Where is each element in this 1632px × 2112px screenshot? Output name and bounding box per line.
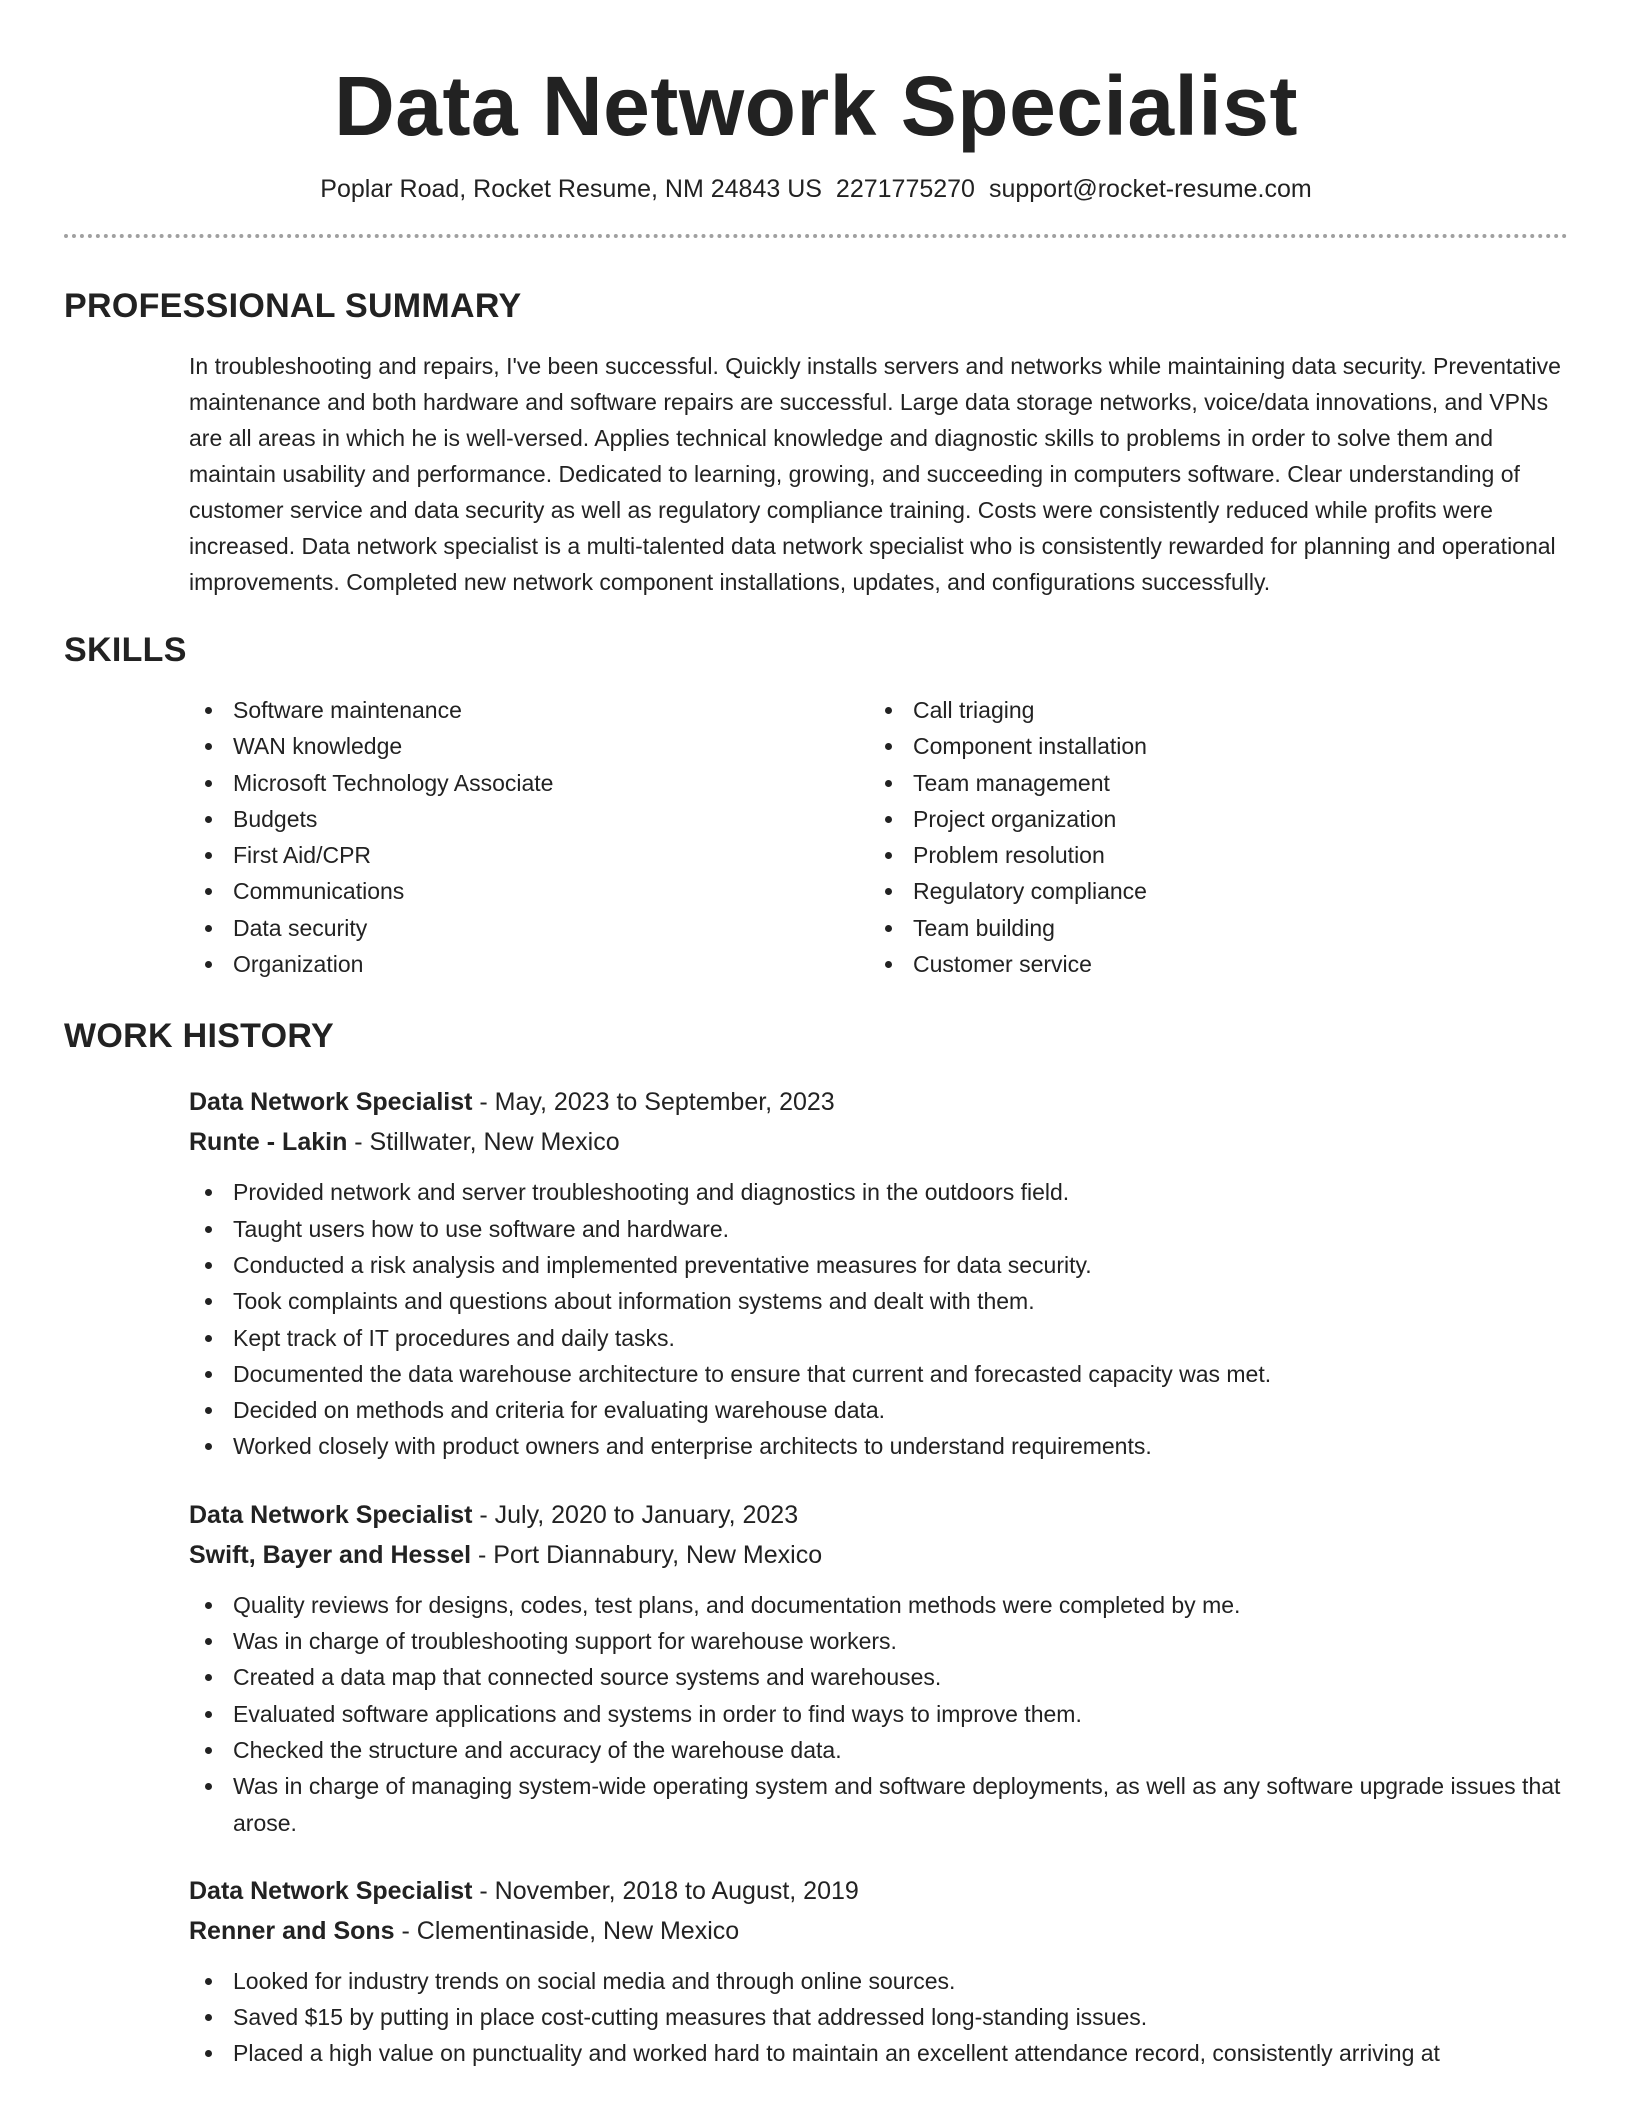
- job-company-line: [189, 1122, 1568, 1162]
- skill-item: Team building: [869, 910, 1549, 946]
- job-bullet: Saved $15 by putting in place cost-cutting measures that addressed long-standing issues.: [189, 1999, 1568, 2035]
- skill-item: Software maintenance: [189, 692, 869, 728]
- job-company-line: [189, 1535, 1568, 1575]
- skill-item: Component installation: [869, 728, 1549, 764]
- job-entry: [189, 1871, 1568, 2072]
- job-bullet: Kept track of IT procedures and daily tasks.: [189, 1320, 1568, 1356]
- contact-address: Poplar Road, Rocket Resume, NM 24843 US: [320, 175, 822, 203]
- job-bullet: Was in charge of troubleshooting support for warehouse workers.: [189, 1623, 1568, 1659]
- skills-heading: SKILLS: [64, 631, 187, 669]
- job-bullet: Conducted a risk analysis and implemented preventative measures for data security.: [189, 1247, 1568, 1283]
- job-title-line: [189, 1082, 1568, 1122]
- skill-item: Customer service: [869, 946, 1549, 982]
- job-dates: - July, 2020 to January, 2023: [472, 1500, 799, 1529]
- skill-item: Team management: [869, 765, 1549, 801]
- job-bullet: Decided on methods and criteria for evaluating warehouse data.: [189, 1392, 1568, 1428]
- skill-item: Regulatory compliance: [869, 873, 1549, 909]
- skill-item: Call triaging: [869, 692, 1549, 728]
- job-entry: [189, 1495, 1568, 1841]
- job-bullet: Checked the structure and accuracy of the warehouse data.: [189, 1732, 1568, 1768]
- job-entry: [189, 1082, 1568, 1464]
- job-title-line: [189, 1871, 1568, 1911]
- job-title: Data Network Specialist: [189, 1088, 473, 1117]
- job-company: Runte - Lakin: [189, 1128, 348, 1157]
- skill-item: Data security: [189, 910, 869, 946]
- contact-email: support@rocket-resume.com: [988, 175, 1312, 203]
- skill-item: Project organization: [869, 801, 1549, 837]
- job-bullets: [189, 1174, 1568, 1464]
- job-company: Swift, Bayer and Hessel: [189, 1540, 472, 1569]
- job-dates: - November, 2018 to August, 2019: [472, 1876, 859, 1905]
- summary-heading: PROFESSIONAL SUMMARY: [64, 287, 522, 325]
- job-bullet: Looked for industry trends on social media and through online sources.: [189, 1963, 1568, 1999]
- header-divider: [64, 234, 1568, 238]
- skills-columns: [189, 692, 1568, 982]
- job-bullet: Quality reviews for designs, codes, test plans, and documentation methods were completed by me.: [189, 1587, 1568, 1623]
- contact-line: [64, 172, 1568, 206]
- job-bullets: [189, 1587, 1568, 1841]
- job-bullet: Created a data map that connected source systems and warehouses.: [189, 1659, 1568, 1695]
- work-history-heading: WORK HISTORY: [64, 1017, 334, 1056]
- resume-name: Data Network Specialist: [334, 59, 1298, 153]
- job-company: Renner and Sons: [189, 1916, 395, 1945]
- job-bullet: Documented the data warehouse architecture to ensure that current and forecasted capacity was met.: [189, 1356, 1568, 1392]
- skill-item: Communications: [189, 873, 869, 909]
- job-location: - Clementinaside, New Mexico: [394, 1916, 740, 1945]
- job-bullet: Took complaints and questions about information systems and dealt with them.: [189, 1283, 1568, 1319]
- job-bullet: Placed a high value on punctuality and worked hard to maintain an excellent attendance record, consistently arriving at: [189, 2035, 1568, 2071]
- skills-right-column: [869, 692, 1549, 982]
- job-dates: - May, 2023 to September, 2023: [472, 1088, 835, 1117]
- job-title: Data Network Specialist: [189, 1500, 473, 1529]
- job-title: Data Network Specialist: [189, 1876, 473, 1905]
- job-company-line: [189, 1911, 1568, 1951]
- skill-item: Microsoft Technology Associate: [189, 765, 869, 801]
- job-bullet: Worked closely with product owners and enterprise architects to understand requirements.: [189, 1428, 1568, 1464]
- job-bullet: Was in charge of managing system-wide operating system and software deployments, as well as any software upgrade issues that arose.: [189, 1768, 1568, 1841]
- job-bullet: Taught users how to use software and hardware.: [189, 1211, 1568, 1247]
- skills-left-column: [189, 692, 869, 982]
- skill-item: Organization: [189, 946, 869, 982]
- skill-item: Problem resolution: [869, 837, 1549, 873]
- job-bullet: Evaluated software applications and systems in order to find ways to improve them.: [189, 1696, 1568, 1732]
- job-location: - Stillwater, New Mexico: [347, 1128, 620, 1157]
- job-bullet: Provided network and server troubleshooting and diagnostics in the outdoors field.: [189, 1174, 1568, 1210]
- summary-text: In troubleshooting and repairs, I've been successful. Quickly installs servers and networks while maintaining data security. Preventative maintenance and both hardware and software repairs are successful. Large data storage networks, voice/data innovations, and VPNs are all areas in which he is well-versed. Applies technical knowledge and diagnostic skills to problems in order to solve them and maintain usability and performance. Dedicated to learning, growing, and succeeding in computers software. Clear understanding of customer service and data security as well as regulatory compliance training. Costs were consistently reduced while profits were increased. Data network specialist is a multi-talented data network specialist who is consistently rewarded for planning and operational improvements. Completed new network component installations, updates, and configurations successfully.: [189, 353, 1561, 595]
- skill-item: First Aid/CPR: [189, 837, 869, 873]
- skill-item: WAN knowledge: [189, 728, 869, 764]
- job-bullets: [189, 1963, 1568, 2072]
- skill-item: Budgets: [189, 801, 869, 837]
- contact-phone: 2271775270: [835, 175, 975, 203]
- job-title-line: [189, 1495, 1568, 1535]
- job-location: - Port Diannabury, New Mexico: [471, 1540, 823, 1569]
